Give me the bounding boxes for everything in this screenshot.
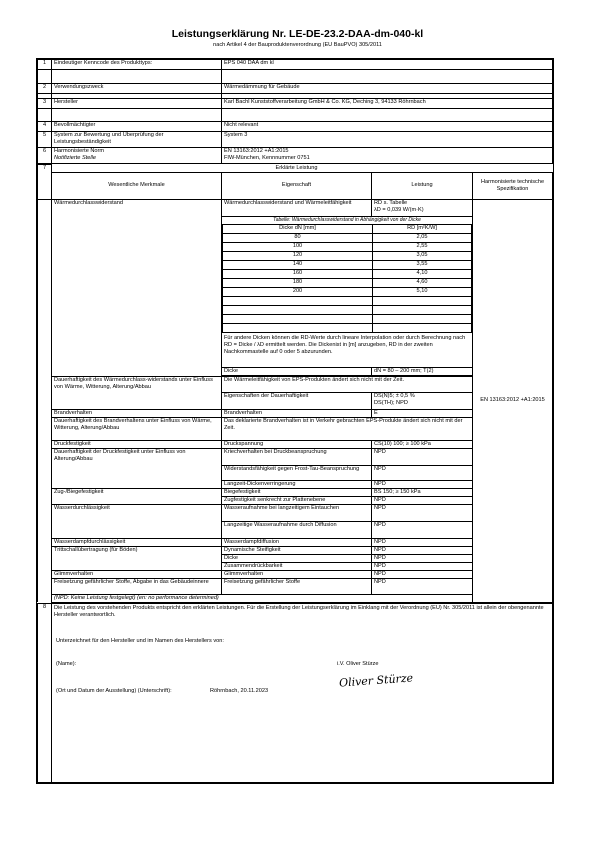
table-row — [223, 287, 472, 296]
row-label-norm: Harmonisierte Norm — [54, 148, 105, 154]
thermal-resistance-table — [222, 224, 472, 333]
table-row — [223, 260, 472, 269]
table-row — [223, 269, 472, 278]
cell-resistance: 4,10 — [373, 269, 472, 278]
table-row — [223, 242, 472, 251]
perf-dangerous: NPD — [372, 578, 473, 594]
row-number: 1 — [38, 60, 52, 70]
char-sound: Trittschallübertragung (für Böden) — [52, 546, 222, 570]
char-thermal: Wärmedurchlasswiderstand — [52, 199, 222, 376]
prop-tensile-perp: Zugfestigkeit senkrecht zur Plattenebene — [222, 496, 372, 504]
perf-vapour: NPD — [372, 538, 473, 546]
perf-durability-ds-th: DS(TH); NPD — [374, 399, 408, 406]
char-water: Wasserdurchlässigkeit — [52, 504, 222, 538]
thermal-table-caption: Tabelle: Wärmedurchlasswiderstand in Abhängigkeit von der Dicke — [273, 216, 421, 223]
col-header-specification: Harmonisierte technische Spezifikation — [473, 172, 553, 199]
char-tensile: Zug-/Biegefestigkeit — [52, 488, 222, 504]
perf-compression: CS(10) 100; ≥ 100 kPa — [372, 440, 473, 448]
perf-creep: NPD — [372, 448, 473, 465]
row-value: Nicht relevant — [222, 122, 553, 132]
perf-dynamic-stiffness: NPD — [372, 546, 473, 554]
char-fire-durability: Dauerhaftigkeit des Brandverhaltens unter Einfluss von Wärme, Witterung, Alterung/Abbau — [52, 417, 222, 440]
cell-resistance: 2,55 — [373, 242, 472, 251]
prop-glow: Glimmverhalten — [222, 570, 372, 578]
prop-dangerous: Freisetzung gefährlicher Stoffe — [222, 578, 372, 594]
perf-thermal-lambda: λD = 0,039 W/(m·K) — [374, 206, 424, 213]
char-glow: Glimmverhalten — [52, 570, 222, 578]
place-value: Röhrnbach, 20.11.2023 — [210, 687, 269, 694]
row-4 — [38, 122, 553, 132]
row-value: Wärmedämmung für Gebäude — [222, 84, 553, 94]
prop-durability: Eigenschaften der Dauerhaftigkeit — [222, 392, 372, 409]
perf-compressibility: NPD — [372, 562, 473, 570]
cell-resistance: 3,05 — [373, 251, 472, 260]
cell-thickness: 140 — [223, 260, 373, 269]
prop-water-immersion: Wasseraufnahme bei langzeitigem Eintauchen — [222, 504, 372, 521]
row-value: Karl Bachl Kunststoffverarbeitung GmbH & Co. KG, Deching 3, 94133 Röhrnbach — [222, 99, 553, 109]
cell-thickness: 200 — [223, 287, 373, 296]
perf-water-immersion: NPD — [372, 504, 473, 521]
row-value: EPS 040 DAA dm kl — [222, 60, 553, 70]
char-compression: Druckfestigkeit — [52, 440, 222, 448]
cell-thickness: 160 — [223, 269, 373, 278]
npd-note: (NPD: Keine Leistung festgelegt) (en: no performance determined) — [52, 594, 473, 602]
perf-long-term-thickness: NPD — [372, 480, 473, 488]
row-number: 4 — [38, 122, 52, 132]
prop-bending: Biegefestigkeit — [222, 488, 372, 496]
perf-fire: E — [372, 409, 473, 417]
col-header-performance: Leistung — [372, 172, 473, 199]
perf-freeze-thaw: NPD — [372, 465, 473, 480]
cell-resistance: 5,10 — [373, 287, 472, 296]
prop-sound-thickness: Dicke — [222, 554, 372, 562]
char-durability: Dauerhaftigkeit des Wärmedurchlass-widerstands unter Einfluss von Wärme, Witterung, Alterung/Abbau — [52, 376, 222, 409]
row-label-body: Notifizierte Stelle — [54, 155, 96, 161]
prop-fire-durability: Das deklarierte Brandverhalten ist in Verkehr gebrachten EPS-Produkte ändert sich nicht mit der Zeit. — [222, 417, 473, 440]
section-8-number: 8 — [38, 603, 52, 782]
prop-creep: Kriechverhalten bei Druckbeanspruchung — [222, 448, 372, 465]
performance-table — [37, 164, 553, 603]
place-label: (Ort und Datum der Ausstellung) (Unterschrift): — [56, 687, 172, 694]
section-number: 7 — [38, 165, 52, 200]
char-compression-durability: Dauerhaftigkeit der Druckfestigkeit unter Einfluss von Alterung/Abbau — [52, 448, 222, 488]
row-5 — [38, 132, 553, 148]
row-number: 3 — [38, 99, 52, 109]
prop-dynamic-stiffness: Dynamische Steifigkeit — [222, 546, 372, 554]
cell-thickness: 180 — [223, 278, 373, 287]
row-3 — [38, 99, 553, 109]
cell-resistance: 2,05 — [373, 233, 472, 242]
row-label: Bevollmächtigter — [52, 122, 222, 132]
perf-tensile-perp: NPD — [372, 496, 473, 504]
general-info-table — [37, 59, 553, 164]
char-vapour: Wasserdampfdurchlässigkeit — [52, 538, 222, 546]
char-dangerous: Freisetzung gefährlicher Stoffe, Abgabe in das Gebäudeinnere — [52, 578, 222, 594]
name-value: i.V. Oliver Stürze — [337, 660, 379, 667]
table-row — [223, 251, 472, 260]
signature: Oliver Stürze — [338, 670, 414, 690]
perf-thermal-r: RD s. Tabelle — [374, 199, 408, 206]
row-label: Hersteller — [52, 99, 222, 109]
row-label: Eindeutiger Kenncode des Produkttyps: — [52, 60, 222, 70]
perf-durability-ds-n: DS(N)5; ± 0,5 % — [374, 392, 415, 399]
perf-glow: NPD — [372, 570, 473, 578]
prop-vapour: Wasserdampfdiffusion — [222, 538, 372, 546]
char-fire: Brandverhalten — [52, 409, 222, 417]
row-2 — [38, 84, 553, 94]
row-number: 5 — [38, 132, 52, 148]
perf-water-diffusion: NPD — [372, 521, 473, 538]
perf-thickness: dN = 80 – 200 mm; T(2) — [372, 367, 473, 375]
perf-sound-thickness: NPD — [372, 554, 473, 562]
col-header-characteristic: Wesentliche Merkmale — [52, 172, 222, 199]
document-subtitle: nach Artikel 4 der Bauproduktenverordnung (EU BauPVO) 305/2011 — [213, 42, 382, 48]
perf-bending: BS 150; ≥ 150 kPa — [372, 488, 473, 496]
row-value-body: FIW-München, Kennnummer 0751 — [224, 155, 310, 161]
prop-thickness: Dicke — [222, 367, 372, 375]
prop-long-term-thickness: Langzeit-Dickenverringerung — [222, 480, 372, 488]
col-header-property: Eigenschaft — [222, 172, 372, 199]
row-value-norm: EN 13163:2012 +A1:2015 — [224, 148, 289, 154]
row-6 — [38, 148, 553, 164]
row-label: System zur Bewertung und Überprüfung der Leistungsbeständigkeit — [52, 132, 222, 148]
cell-thickness: 120 — [223, 251, 373, 260]
prop-durability-note: Die Wärmeleitfähigkeit von EPS-Produkten ändert sich nicht mit der Zeit. — [222, 376, 473, 392]
cell-resistance: 3,55 — [373, 260, 472, 269]
table-row — [223, 233, 472, 242]
name-label: (Name): — [56, 660, 77, 667]
declaration-footer — [37, 603, 553, 783]
prop-compressibility: Zusammendrückbarkeit — [222, 562, 372, 570]
thermal-note: Für andere Dicken können die RD-Werte durch lineare Interpolation oder durch Berechnung nach RD = Dicke / λD ermittelt werden. Die Dickenist in [m] anzugeben, RD in der zweiten Nachkommastelle auf 0 oder 5 abzurunden. — [224, 334, 466, 355]
prop-fire: Brandverhalten — [222, 409, 372, 417]
row-value: System 3 — [222, 132, 553, 148]
cell-thickness: 80 — [223, 233, 373, 242]
declaration-sheet — [36, 58, 554, 784]
signed-for: Unterzeichnet für den Hersteller und im Namen des Herstellers von: — [56, 637, 224, 644]
prop-freeze-thaw: Widerstandsfähigkeit gegen Frost-Tau-Beanspruchung — [222, 465, 372, 480]
section-heading: Erklärte Leistung — [275, 164, 318, 171]
prop-compression: Druckspannung — [222, 440, 372, 448]
th-resistance: RD [m²K/W] — [373, 224, 472, 233]
declaration-text: Die Leistung des vorstehenden Produkts entspricht den erklärten Leistungen. Für die Erstellung der Leistungserklärung im Einklang mit der Verordnung (EU) Nr. 305/2011 ist allein der obengenannte Hersteller verantwortlich. — [54, 604, 544, 618]
cell-resistance: 4,60 — [373, 278, 472, 287]
prop-water-diffusion: Langzeitige Wasseraufnahme durch Diffusion — [222, 521, 372, 538]
row-1 — [38, 60, 553, 70]
prop-thermal: Wärmedurchlasswiderstand und Wärmeleitfähigkeit — [222, 199, 372, 216]
row-label: Verwendungszweck — [52, 84, 222, 94]
th-thickness: Dicke dN [mm] — [223, 224, 373, 233]
spec-value: EN 13163:2012 +A1:2015 — [473, 199, 553, 602]
table-row — [223, 278, 472, 287]
cell-thickness: 100 — [223, 242, 373, 251]
document-title: Leistungserklärung Nr. LE-DE-23.2-DAA-dm-040-kl — [171, 28, 424, 40]
row-number: 6 — [38, 148, 52, 164]
row-number: 2 — [38, 84, 52, 94]
